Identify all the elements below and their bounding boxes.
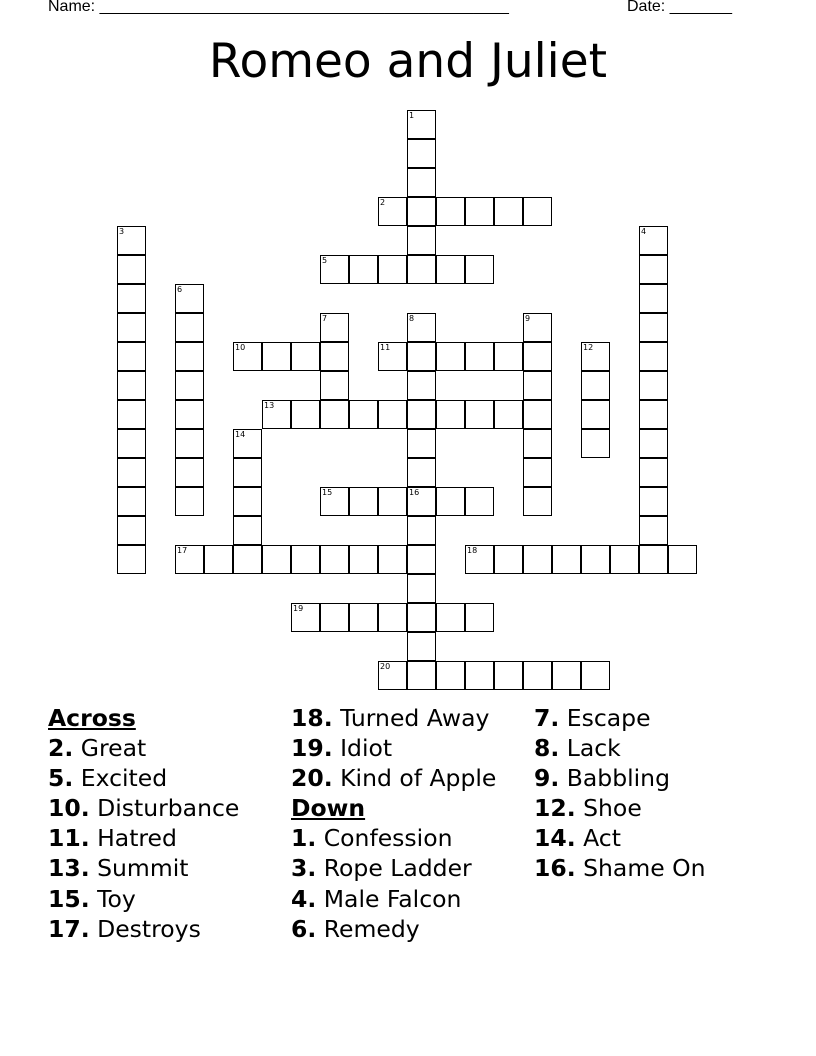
grid-cell[interactable]: [378, 400, 407, 429]
grid-cell[interactable]: [175, 400, 204, 429]
grid-cell[interactable]: [117, 284, 146, 313]
clue-item-text: Kind of Apple: [340, 764, 497, 793]
grid-cell[interactable]: [494, 342, 523, 371]
grid-cell[interactable]: [378, 661, 407, 690]
grid-cell[interactable]: [581, 545, 610, 574]
clue-item: [291, 853, 496, 883]
clue-item-number: 15.: [48, 884, 90, 913]
grid-cell[interactable]: [320, 342, 349, 371]
clue-number: 19: [293, 604, 304, 613]
name-label: Name:: [48, 0, 96, 15]
clue-number: 8: [409, 314, 415, 323]
clue-item-number: 6.: [291, 914, 317, 943]
clue-item-text: Male Falcon: [323, 884, 462, 913]
clue-number: 11: [380, 343, 391, 352]
grid-cell[interactable]: [581, 342, 610, 371]
clue-item-text: Excited: [80, 764, 168, 793]
grid-cell[interactable]: [552, 661, 581, 690]
grid-cell[interactable]: [523, 342, 552, 371]
clue-item: [534, 763, 706, 793]
grid-cell[interactable]: [494, 400, 523, 429]
grid-cell[interactable]: [407, 342, 436, 371]
grid-cell[interactable]: [117, 313, 146, 342]
clue-number: 7: [322, 314, 328, 323]
clue-heading: Across: [48, 704, 136, 732]
grid-cell[interactable]: [233, 429, 262, 458]
clue-item: [534, 853, 706, 883]
clue-item-number: 10.: [48, 794, 90, 823]
clue-item-number: 4.: [291, 884, 317, 913]
grid-cell[interactable]: [639, 429, 668, 458]
clue-number: 1: [409, 111, 415, 120]
grid-cell[interactable]: [320, 400, 349, 429]
clue-item: [48, 823, 239, 853]
grid-cell[interactable]: [436, 197, 465, 226]
clue-number: 10: [235, 343, 246, 352]
date-label: Date:: [627, 0, 666, 15]
grid-cell[interactable]: [117, 429, 146, 458]
clue-item-text: Rope Ladder: [323, 854, 472, 883]
grid-cell[interactable]: [523, 661, 552, 690]
clue-item-number: 7.: [534, 704, 560, 732]
grid-cell[interactable]: [407, 226, 436, 255]
grid-cell[interactable]: [320, 255, 349, 284]
grid-cell[interactable]: [407, 603, 436, 632]
clue-item: [48, 733, 239, 763]
grid-cell[interactable]: [639, 313, 668, 342]
grid-cell[interactable]: [117, 226, 146, 255]
grid-cell[interactable]: [465, 342, 494, 371]
clue-item: [291, 733, 496, 763]
grid-cell[interactable]: [523, 429, 552, 458]
clue-number: 3: [119, 227, 125, 236]
clue-item-text: Disturbance: [97, 794, 240, 823]
grid-cell[interactable]: [175, 458, 204, 487]
clue-item: [534, 793, 706, 823]
name-blank[interactable]: ______________________________________________: [99, 0, 509, 15]
grid-cell[interactable]: [320, 603, 349, 632]
clue-item-text: Idiot: [340, 734, 393, 763]
clue-item-text: Confession: [323, 824, 453, 853]
grid-cell[interactable]: [407, 255, 436, 284]
grid-cell[interactable]: [552, 545, 581, 574]
grid-cell[interactable]: [465, 197, 494, 226]
grid-cell[interactable]: [378, 545, 407, 574]
clue-item-number: 5.: [48, 764, 74, 793]
grid-cell[interactable]: [262, 400, 291, 429]
grid-cell[interactable]: [436, 342, 465, 371]
grid-cell[interactable]: [117, 371, 146, 400]
clue-item-number: 14.: [534, 824, 576, 853]
grid-cell[interactable]: [639, 487, 668, 516]
clue-number: 4: [641, 227, 647, 236]
grid-cell[interactable]: [320, 545, 349, 574]
clue-item: [534, 733, 706, 763]
grid-cell[interactable]: [407, 110, 436, 139]
grid-cell[interactable]: [523, 400, 552, 429]
grid-cell[interactable]: [407, 313, 436, 342]
grid-cell[interactable]: [639, 255, 668, 284]
grid-cell[interactable]: [175, 371, 204, 400]
grid-cell[interactable]: [639, 371, 668, 400]
grid-cell[interactable]: [407, 545, 436, 574]
grid-cell[interactable]: [117, 458, 146, 487]
grid-cell[interactable]: [407, 400, 436, 429]
clue-item-number: 9.: [534, 764, 560, 793]
clue-item-text: Great: [80, 734, 147, 763]
grid-cell[interactable]: [523, 458, 552, 487]
clue-item: [291, 823, 496, 853]
clue-item: [291, 763, 496, 793]
grid-cell[interactable]: [320, 313, 349, 342]
grid-cell[interactable]: [291, 342, 320, 371]
grid-cell[interactable]: [436, 255, 465, 284]
clue-item-text: Turned Away: [340, 704, 490, 732]
grid-cell[interactable]: [175, 487, 204, 516]
grid-cell[interactable]: [523, 371, 552, 400]
clue-item-number: 1.: [291, 824, 317, 853]
clue-number: 17: [177, 546, 188, 555]
clue-item-number: 11.: [48, 824, 90, 853]
clue-item-text: Act: [583, 824, 621, 853]
grid-cell[interactable]: [349, 487, 378, 516]
clue-item-number: 17.: [48, 914, 90, 943]
clue-item: [48, 763, 239, 793]
grid-cell[interactable]: [639, 284, 668, 313]
clue-item-number: 19.: [291, 734, 333, 763]
grid-cell[interactable]: [233, 516, 262, 545]
grid-cell[interactable]: [436, 661, 465, 690]
grid-cell[interactable]: [494, 197, 523, 226]
grid-cell[interactable]: [233, 545, 262, 574]
grid-cell[interactable]: [407, 168, 436, 197]
grid-cell[interactable]: [465, 487, 494, 516]
clue-item: [291, 914, 496, 944]
grid-cell[interactable]: [494, 545, 523, 574]
grid-cell[interactable]: [407, 574, 436, 603]
grid-cell[interactable]: [407, 139, 436, 168]
grid-cell[interactable]: [407, 632, 436, 661]
grid-cell[interactable]: [378, 197, 407, 226]
clue-item: [534, 823, 706, 853]
grid-cell[interactable]: [465, 255, 494, 284]
grid-cell[interactable]: [117, 342, 146, 371]
grid-cell[interactable]: [320, 487, 349, 516]
grid-cell[interactable]: [407, 516, 436, 545]
clue-number: 20: [380, 662, 391, 671]
grid-cell[interactable]: [233, 342, 262, 371]
grid-cell[interactable]: [262, 342, 291, 371]
grid-cell[interactable]: [639, 458, 668, 487]
clue-number: 5: [322, 256, 328, 265]
clue-item-text: Hatred: [97, 824, 177, 853]
grid-cell[interactable]: [291, 545, 320, 574]
grid-cell[interactable]: [349, 255, 378, 284]
grid-cell[interactable]: [175, 284, 204, 313]
clue-item-text: Lack: [566, 734, 621, 763]
clue-item: [48, 793, 239, 823]
grid-cell[interactable]: [407, 458, 436, 487]
grid-cell[interactable]: [494, 661, 523, 690]
grid-cell[interactable]: [407, 661, 436, 690]
clue-column-3: [534, 703, 706, 884]
clue-item-number: 8.: [534, 734, 560, 763]
grid-cell[interactable]: [117, 545, 146, 574]
grid-cell[interactable]: [668, 545, 697, 574]
clue-column-1: [48, 703, 239, 944]
clue-item-text: Shame On: [583, 854, 706, 883]
grid-cell[interactable]: [378, 342, 407, 371]
grid-cell[interactable]: [436, 603, 465, 632]
grid-cell[interactable]: [175, 313, 204, 342]
grid-cell[interactable]: [581, 429, 610, 458]
clue-item-text: Destroys: [97, 914, 201, 943]
grid-cell[interactable]: [117, 516, 146, 545]
clue-number: 13: [264, 401, 275, 410]
grid-cell[interactable]: [581, 400, 610, 429]
grid-cell[interactable]: [436, 487, 465, 516]
grid-cell[interactable]: [117, 487, 146, 516]
clue-item: [291, 884, 496, 914]
clue-item-text: Toy: [97, 884, 136, 913]
grid-cell[interactable]: [465, 603, 494, 632]
grid-cell[interactable]: [233, 487, 262, 516]
clue-number: 15: [322, 488, 333, 497]
clue-number: 2: [380, 198, 386, 207]
page-title: Romeo and Juliet: [208, 34, 608, 89]
grid-cell[interactable]: [378, 487, 407, 516]
grid-cell[interactable]: [407, 429, 436, 458]
grid-cell[interactable]: [523, 197, 552, 226]
grid-cell[interactable]: [378, 603, 407, 632]
clue-item: [48, 914, 239, 944]
clue-item-text: Babbling: [566, 764, 670, 793]
clue-item-number: 18.: [291, 704, 333, 732]
clue-item: [291, 703, 496, 733]
grid-cell[interactable]: [523, 487, 552, 516]
grid-cell[interactable]: [117, 255, 146, 284]
grid-cell[interactable]: [639, 226, 668, 255]
grid-cell[interactable]: [581, 661, 610, 690]
grid-cell[interactable]: [407, 487, 436, 516]
clue-item-text: Summit: [97, 854, 189, 883]
grid-cell[interactable]: [175, 545, 204, 574]
clue-item-number: 20.: [291, 764, 333, 793]
clue-number: 9: [525, 314, 531, 323]
date-blank[interactable]: _______: [669, 0, 732, 15]
grid-cell[interactable]: [407, 197, 436, 226]
clue-number: 16: [409, 488, 420, 497]
grid-cell[interactable]: [204, 545, 233, 574]
grid-cell[interactable]: [291, 603, 320, 632]
grid-cell[interactable]: [465, 661, 494, 690]
grid-cell[interactable]: [262, 545, 291, 574]
clue-item-number: 2.: [48, 734, 74, 763]
clue-number: 12: [583, 343, 594, 352]
clue-item-number: 3.: [291, 854, 317, 883]
grid-cell[interactable]: [523, 313, 552, 342]
grid-cell[interactable]: [465, 545, 494, 574]
grid-cell[interactable]: [175, 429, 204, 458]
clue-column-2: [291, 703, 496, 944]
grid-cell[interactable]: [378, 255, 407, 284]
grid-cell[interactable]: [117, 400, 146, 429]
clue-item-text: Remedy: [323, 914, 420, 943]
grid-cell[interactable]: [349, 400, 378, 429]
grid-cell[interactable]: [349, 545, 378, 574]
grid-cell[interactable]: [639, 342, 668, 371]
grid-cell[interactable]: [291, 400, 320, 429]
grid-cell[interactable]: [465, 400, 494, 429]
grid-cell[interactable]: [175, 342, 204, 371]
clue-number: 18: [467, 546, 478, 555]
grid-cell[interactable]: [349, 603, 378, 632]
clue-item: [48, 853, 239, 883]
grid-cell[interactable]: [407, 371, 436, 400]
grid-cell[interactable]: [639, 516, 668, 545]
clue-heading: Down: [291, 794, 366, 823]
grid-cell[interactable]: [581, 371, 610, 400]
clue-item-text: Escape: [566, 704, 651, 732]
clue-item-number: 12.: [534, 794, 576, 823]
clue-number: 14: [235, 430, 246, 439]
grid-cell[interactable]: [320, 371, 349, 400]
clue-item-number: 13.: [48, 854, 90, 883]
clue-item-number: 16.: [534, 854, 576, 883]
clue-item: [534, 703, 706, 733]
clue-item: [48, 884, 239, 914]
clue-number: 6: [177, 285, 183, 294]
clue-item-text: Shoe: [583, 794, 642, 823]
grid-cell[interactable]: [639, 400, 668, 429]
grid-cell[interactable]: [610, 545, 639, 574]
grid-cell[interactable]: [233, 458, 262, 487]
grid-cell[interactable]: [639, 545, 668, 574]
grid-cell[interactable]: [523, 545, 552, 574]
grid-cell[interactable]: [436, 400, 465, 429]
